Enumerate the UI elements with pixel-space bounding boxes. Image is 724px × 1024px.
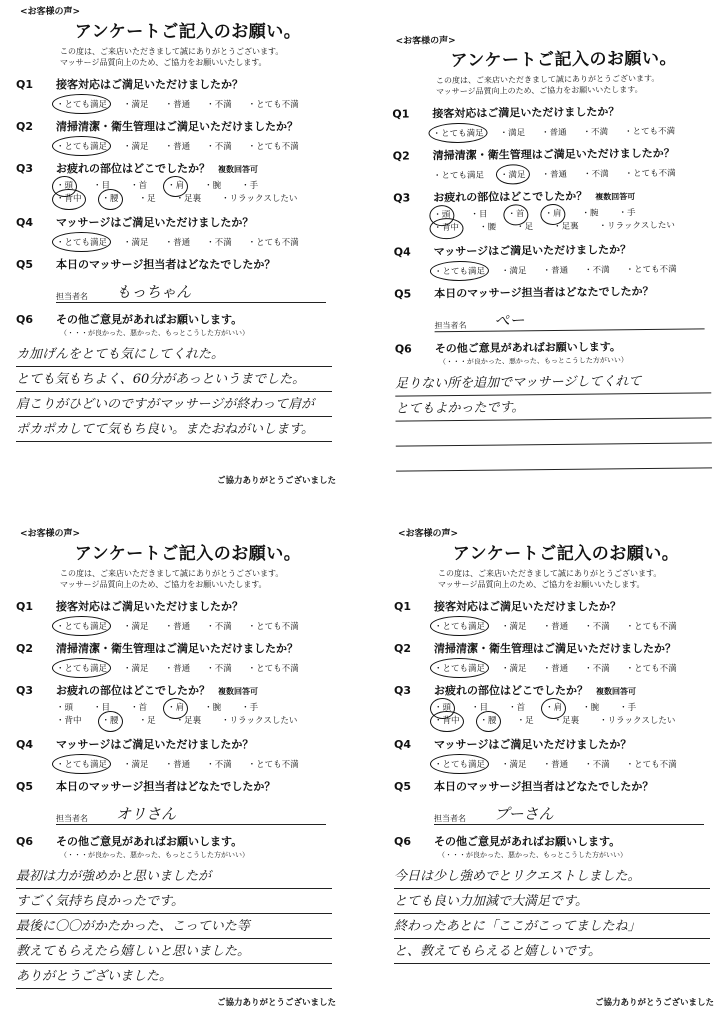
- comments-area[interactable]: [16, 864, 332, 989]
- q1-option[interactable]: ・ とても満足: [434, 620, 485, 632]
- q6-hint: （・・・が良かった、悪かった、もっとこうした方がいい）: [438, 851, 627, 859]
- q3-part-option[interactable]: ・ 頭: [433, 209, 450, 222]
- q5-question: 本日のマッサージ担当者はどなたでしたか？: [56, 258, 276, 271]
- q3-part-option[interactable]: ・ 背中: [434, 715, 460, 728]
- thanks-text: ご協力ありがとうございました: [594, 998, 714, 1008]
- comment-line: カ加げんをとても気にしてくれた。: [16, 342, 332, 367]
- q5-question: 本日のマッサージ担当者はどなたでしたか？: [434, 284, 654, 301]
- q3-body-parts: [56, 702, 344, 728]
- staff-name-label: 担当者名: [56, 292, 88, 301]
- q2-option[interactable]: ・ 不満: [206, 662, 232, 674]
- q5-number: Q5: [394, 780, 412, 793]
- q3-parts-row: [434, 702, 722, 715]
- q1-option[interactable]: ・ 普通: [165, 620, 191, 632]
- q4-option[interactable]: ・ 満足: [123, 758, 149, 770]
- staff-name-label: 担当者名: [56, 814, 88, 823]
- q4-options: [434, 758, 722, 770]
- survey-title: アンケートご記入のお願い。: [74, 544, 302, 564]
- q1-option[interactable]: ・ 普通: [541, 126, 567, 138]
- q1-options: [432, 124, 720, 139]
- q4-row: [382, 240, 722, 260]
- q1-question: 接客対応はご満足いただけましたか？: [56, 78, 243, 91]
- q5-number: Q5: [394, 287, 412, 301]
- q2-row: [4, 118, 344, 134]
- survey-card: [4, 2, 344, 490]
- q3-note: 複数回答可: [596, 687, 636, 696]
- q1-option[interactable]: ・ とても不満: [248, 620, 299, 632]
- intro-line: マッサージ品質向上のため、ご協力をお願いいたします。: [60, 580, 267, 589]
- q3-part-option[interactable]: ・ リラックスしたい: [599, 715, 675, 728]
- comment-line: すごく気持ち良かったです。: [16, 889, 332, 914]
- comment-line: ありがとうございました。: [16, 964, 332, 989]
- q4-question: マッサージはご満足いただけましたか？: [56, 738, 254, 751]
- voice-label: <お客様の声>: [395, 35, 456, 47]
- q3-part-option[interactable]: ・ 目: [470, 209, 487, 222]
- q4-option[interactable]: ・ 不満: [206, 758, 232, 770]
- q3-part-option[interactable]: ・ 足裏: [553, 221, 579, 234]
- q4-question: マッサージはご満足いただけましたか？: [56, 216, 254, 229]
- q3-part-option[interactable]: ・ 腰: [102, 715, 119, 728]
- q3-part-option[interactable]: ・ 腕: [581, 208, 598, 221]
- q2-option[interactable]: ・ とても満足: [434, 662, 485, 674]
- staff-name-value: オリさん: [116, 805, 177, 823]
- q1-option[interactable]: ・ とても満足: [56, 620, 107, 632]
- q4-option[interactable]: ・ 不満: [206, 236, 232, 248]
- comments-area[interactable]: [395, 368, 712, 471]
- q2-option[interactable]: ・ とても不満: [625, 167, 676, 180]
- q2-option[interactable]: ・ 不満: [583, 167, 609, 179]
- q5-section: [4, 778, 344, 825]
- q4-option[interactable]: ・ 普通: [542, 264, 568, 276]
- q4-option[interactable]: ・ とても不満: [248, 236, 299, 248]
- q2-option[interactable]: ・ とても満足: [56, 662, 107, 674]
- q2-question: 清掃清潔・衛生管理はご満足いただけましたか？: [434, 642, 676, 655]
- q2-option[interactable]: ・ 満足: [123, 662, 149, 674]
- q3-part-option[interactable]: ・ 頭: [56, 702, 73, 715]
- survey-title: アンケートご記入のお願い。: [74, 22, 302, 42]
- q3-parts-row: [56, 193, 344, 206]
- q1-section: [380, 102, 720, 140]
- q4-number: Q4: [16, 738, 34, 751]
- q3-part-option[interactable]: ・ 足: [516, 221, 533, 234]
- q6-question: その他ご意見があればお願いします。: [56, 835, 243, 848]
- q2-row: [4, 640, 344, 656]
- q3-number: Q3: [16, 684, 34, 697]
- q2-option[interactable]: ・ とても満足: [56, 140, 107, 152]
- staff-name-value: プーさん: [494, 805, 554, 823]
- q3-part-option[interactable]: ・ 手: [241, 180, 258, 193]
- q4-options: [434, 262, 722, 277]
- q4-option[interactable]: ・ 不満: [584, 758, 610, 770]
- intro-line: この度は、ご来店いただきまして誠にありがとうございます。: [60, 569, 284, 578]
- q1-question: 接客対応はご満足いただけましたか？: [434, 600, 621, 613]
- q6-number: Q6: [394, 342, 412, 356]
- q2-option[interactable]: ・ 普通: [541, 168, 567, 180]
- q2-option[interactable]: ・ 満足: [500, 168, 526, 180]
- q3-part-option[interactable]: ・ 首: [130, 180, 147, 193]
- q4-option[interactable]: ・ 普通: [543, 758, 569, 770]
- q1-number: Q1: [394, 600, 412, 613]
- staff-name-value: もっちゃん: [116, 283, 192, 301]
- comment-line: と、教えてもらえると嬉しいです。: [394, 939, 710, 964]
- q4-options: [56, 236, 344, 248]
- q2-option[interactable]: ・ 普通: [165, 140, 191, 152]
- thanks-text: ご協力ありがとうございました: [216, 476, 336, 486]
- q2-question: 清掃清潔・衛生管理はご満足いただけましたか？: [56, 642, 298, 655]
- comment-line: ポカポカしてて気もち良い。またおねがいします。: [16, 417, 332, 442]
- voice-label: <お客様の声>: [20, 7, 81, 17]
- thanks-text: ご協力ありがとうございました: [216, 998, 336, 1008]
- q3-section: [382, 682, 722, 728]
- q1-option[interactable]: ・ とても不満: [248, 98, 299, 110]
- q3-parts-row: [56, 702, 344, 715]
- staff-name-field[interactable]: [56, 804, 326, 825]
- q2-row: [381, 144, 721, 164]
- q3-body-parts: [434, 702, 722, 728]
- q1-option[interactable]: ・ 満足: [499, 126, 525, 138]
- comment-line: とても良い力加減で大満足です。: [394, 889, 710, 914]
- q2-option[interactable]: ・ とても不満: [626, 662, 677, 674]
- q1-number: Q1: [16, 78, 34, 91]
- q4-option[interactable]: ・ とても満足: [56, 236, 107, 248]
- comment-line: 今日は少し強めでとリクエストしました。: [394, 864, 710, 889]
- q3-note: 複数回答可: [218, 165, 258, 174]
- q1-option[interactable]: ・ 不満: [206, 98, 232, 110]
- q1-options: [56, 620, 344, 632]
- q1-section: [382, 598, 722, 632]
- q3-part-option[interactable]: ・ 目: [93, 702, 110, 715]
- q2-row: [382, 640, 722, 656]
- q1-question: 接客対応はご満足いただけましたか？: [56, 600, 243, 613]
- comments-area[interactable]: [394, 864, 710, 964]
- q5-number: Q5: [16, 780, 34, 793]
- q2-section: [382, 640, 722, 674]
- q3-part-option[interactable]: ・ 目: [471, 702, 488, 715]
- q3-part-option[interactable]: ・ 足裏: [176, 193, 202, 206]
- q1-section: [4, 598, 344, 632]
- voice-label: <お客様の声>: [20, 529, 81, 539]
- q3-part-option[interactable]: ・ 足: [517, 715, 534, 728]
- q1-row: [380, 102, 720, 122]
- comment-line: 教えてもらえたら嬉しいと思いました。: [16, 939, 332, 964]
- comment-line: とても気もちよく、60分があっというまでした。: [16, 367, 332, 392]
- q2-question: 清掃清潔・衛生管理はご満足いただけましたか？: [56, 120, 298, 133]
- intro-line: マッサージ品質向上のため、ご協力をお願いいたします。: [60, 58, 267, 67]
- intro-line: この度は、ご来店いただきまして誠にありがとうございます。: [438, 569, 662, 578]
- comment-line: とてもよかったです。: [395, 393, 711, 421]
- q2-number: Q2: [392, 149, 410, 163]
- q1-option[interactable]: ・ 不満: [583, 125, 609, 137]
- q4-option[interactable]: ・ とても不満: [626, 263, 677, 276]
- q6-number: Q6: [16, 313, 34, 326]
- q4-option[interactable]: ・ 満足: [501, 264, 527, 276]
- staff-name-label: 担当者名: [434, 320, 467, 331]
- q2-option[interactable]: ・ 普通: [543, 662, 569, 674]
- q3-row: [4, 160, 344, 176]
- q3-question: お疲れの部位はどこでしたか？: [56, 684, 210, 697]
- q3-part-option[interactable]: ・ 腰: [479, 222, 496, 235]
- q2-option[interactable]: ・ とても不満: [248, 140, 299, 152]
- intro-line: マッサージ品質向上のため、ご協力をお願いいたします。: [436, 85, 643, 97]
- q3-section: [4, 682, 344, 728]
- q3-part-option[interactable]: ・ 腰: [102, 193, 119, 206]
- q4-option[interactable]: ・ とても満足: [434, 265, 485, 278]
- q1-options: [434, 620, 722, 632]
- q3-part-option[interactable]: ・ 背中: [433, 222, 459, 235]
- staff-name-field[interactable]: [434, 308, 704, 332]
- q3-question: お疲れの部位はどこでしたか？: [56, 162, 210, 175]
- q2-option[interactable]: ・ 満足: [501, 662, 527, 674]
- q3-part-option[interactable]: ・ 腕: [204, 180, 221, 193]
- q4-option[interactable]: ・ 普通: [165, 236, 191, 248]
- q3-part-option[interactable]: ・ 腕: [582, 702, 599, 715]
- q5-row: [4, 256, 344, 272]
- q3-part-option[interactable]: ・ 肩: [167, 702, 184, 715]
- q4-option[interactable]: ・ 満足: [501, 758, 527, 770]
- comment-line: [396, 443, 712, 471]
- q3-section: [4, 160, 344, 206]
- q4-question: マッサージはご満足いただけましたか？: [434, 738, 632, 751]
- q4-section: [4, 214, 344, 248]
- q3-part-option[interactable]: ・ 肩: [544, 208, 561, 221]
- q3-body-parts: [433, 206, 721, 235]
- q3-question: お疲れの部位はどこでしたか？: [433, 189, 588, 205]
- q4-row: [4, 214, 344, 230]
- q4-row: [382, 736, 722, 752]
- q1-option[interactable]: ・ 普通: [165, 98, 191, 110]
- q5-section: [382, 282, 722, 333]
- q6-hint: （・・・が良かった、悪かった、もっとこうした方がいい）: [60, 851, 249, 859]
- q4-section: [4, 736, 344, 770]
- q6-question: その他ご意見があればお願いします。: [434, 835, 621, 848]
- q4-row: [4, 736, 344, 752]
- intro-line: この度は、ご来店いただきまして誠にありがとうございます。: [435, 73, 660, 86]
- q5-section: [382, 778, 722, 825]
- q1-option[interactable]: ・ 満足: [501, 620, 527, 632]
- staff-name-label: 担当者名: [434, 814, 466, 823]
- q1-option[interactable]: ・ とても不満: [624, 125, 675, 138]
- q1-question: 接客対応はご満足いただけましたか？: [432, 105, 620, 121]
- q4-option[interactable]: ・ 普通: [165, 758, 191, 770]
- q1-number: Q1: [392, 107, 410, 121]
- q1-option[interactable]: ・ 満足: [123, 620, 149, 632]
- q1-option[interactable]: ・ 満足: [123, 98, 149, 110]
- q3-row: [4, 682, 344, 698]
- q4-section: [382, 240, 722, 278]
- q4-options: [56, 758, 344, 770]
- q1-option[interactable]: ・ とても満足: [432, 127, 483, 140]
- q4-option[interactable]: ・ とても不満: [626, 758, 677, 770]
- q4-option[interactable]: ・ とても不満: [248, 758, 299, 770]
- q6-hint: （・・・が良かった、悪かった、もっとこうした方がいい）: [438, 356, 628, 367]
- comment-line: 最初は力が強めかと思いましたが: [16, 864, 332, 889]
- q4-option[interactable]: ・ とても満足: [56, 758, 107, 770]
- q1-section: [4, 76, 344, 110]
- q1-option[interactable]: ・ とても不満: [626, 620, 677, 632]
- q1-row: [382, 598, 722, 614]
- q2-option[interactable]: ・ 不満: [584, 662, 610, 674]
- q1-option[interactable]: ・ 普通: [543, 620, 569, 632]
- comment-line: 足りない所を追加でマッサージしてくれて: [395, 368, 711, 396]
- q6-section: [4, 833, 344, 989]
- comment-line: 終わったあとに「ここがこってましたね」: [394, 914, 710, 939]
- comment-line: [396, 418, 712, 446]
- q3-section: [381, 186, 721, 236]
- survey-title: アンケートご記入のお願い。: [450, 48, 678, 72]
- q2-option[interactable]: ・ とても不満: [248, 662, 299, 674]
- voice-label: <お客様の声>: [398, 529, 459, 539]
- q5-row: [4, 778, 344, 794]
- q4-question: マッサージはご満足いただけましたか？: [433, 243, 632, 259]
- q2-number: Q2: [16, 120, 34, 133]
- q2-options: [56, 662, 344, 674]
- q3-number: Q3: [394, 684, 412, 697]
- q3-part-option[interactable]: ・ 首: [507, 208, 524, 221]
- q3-body-parts: [56, 180, 344, 206]
- q3-part-option[interactable]: ・ 足: [139, 193, 156, 206]
- q3-part-option[interactable]: ・ 腕: [204, 702, 221, 715]
- q1-options: [56, 98, 344, 110]
- q3-note: 複数回答可: [595, 192, 636, 202]
- q3-part-option[interactable]: ・ 手: [241, 702, 258, 715]
- q3-row: [381, 186, 721, 206]
- q3-part-option[interactable]: ・ 足裏: [554, 715, 580, 728]
- q6-question: その他ご意見があればお願いします。: [56, 313, 243, 326]
- q3-parts-row: [56, 180, 344, 193]
- q6-row: [4, 833, 344, 849]
- q5-row: [382, 778, 722, 794]
- survey-card: [382, 524, 722, 1012]
- q3-row: [382, 682, 722, 698]
- q2-option[interactable]: ・ 不満: [206, 140, 232, 152]
- q4-option[interactable]: ・ 不満: [584, 263, 610, 275]
- q2-options: [434, 662, 722, 674]
- q6-number: Q6: [16, 835, 34, 848]
- q3-number: Q3: [16, 162, 34, 175]
- q1-option[interactable]: ・ 不満: [206, 620, 232, 632]
- q3-part-option[interactable]: ・ 首: [130, 702, 147, 715]
- survey-title: アンケートご記入のお願い。: [452, 544, 680, 564]
- staff-name-field[interactable]: [434, 804, 704, 825]
- q3-part-option[interactable]: ・ 頭: [56, 180, 73, 193]
- staff-name-field[interactable]: [56, 282, 326, 303]
- q5-question: 本日のマッサージ担当者はどなたでしたか？: [434, 780, 654, 793]
- q3-part-option[interactable]: ・ リラックスしたい: [221, 715, 297, 728]
- q4-section: [382, 736, 722, 770]
- q2-option[interactable]: ・ 満足: [123, 140, 149, 152]
- q3-part-option[interactable]: ・ 足裏: [176, 715, 202, 728]
- q3-part-option[interactable]: ・ 手: [618, 207, 635, 220]
- q3-parts-row: [434, 715, 722, 728]
- q2-option[interactable]: ・ とても満足: [433, 169, 484, 182]
- intro-line: この度は、ご来店いただきまして誠にありがとうございます。: [60, 47, 284, 56]
- q3-part-option[interactable]: ・ 手: [619, 702, 636, 715]
- q3-parts-row: [56, 715, 344, 728]
- q3-number: Q3: [393, 191, 411, 205]
- survey-card: [4, 524, 344, 1012]
- q3-part-option[interactable]: ・ 肩: [167, 180, 184, 193]
- q2-section: [4, 118, 344, 152]
- intro-line: マッサージ品質向上のため、ご協力をお願いいたします。: [438, 580, 645, 589]
- q2-number: Q2: [394, 642, 412, 655]
- q3-part-option[interactable]: ・ 足: [139, 715, 156, 728]
- q2-number: Q2: [16, 642, 34, 655]
- q2-option[interactable]: ・ 普通: [165, 662, 191, 674]
- q4-number: Q4: [16, 216, 34, 229]
- q2-options: [56, 140, 344, 152]
- q3-part-option[interactable]: ・ 肩: [545, 702, 562, 715]
- q1-option[interactable]: ・ 不満: [584, 620, 610, 632]
- q5-number: Q5: [16, 258, 34, 271]
- q3-part-option[interactable]: ・ 腰: [480, 715, 497, 728]
- q3-part-option[interactable]: ・ 目: [93, 180, 110, 193]
- q3-part-option[interactable]: ・ 背中: [56, 193, 82, 206]
- q3-part-option[interactable]: ・ リラックスしたい: [599, 220, 675, 234]
- q5-question: 本日のマッサージ担当者はどなたでしたか？: [56, 780, 276, 793]
- q5-row: [382, 282, 722, 302]
- comment-line: 最後に〇〇がかたかった、こっていた等: [16, 914, 332, 939]
- q3-note: 複数回答可: [218, 687, 258, 696]
- q6-row: [4, 311, 344, 327]
- q3-part-option[interactable]: ・ 背中: [56, 715, 82, 728]
- q3-part-option[interactable]: ・ リラックスしたい: [221, 193, 297, 206]
- q2-question: 清掃清潔・衛生管理はご満足いただけましたか？: [432, 146, 675, 163]
- comment-line: 肩こりがひどいのですがマッサージが終わって肩が: [16, 392, 332, 417]
- q4-option[interactable]: ・ とても満足: [434, 758, 485, 770]
- q2-section: [4, 640, 344, 674]
- q6-row: [382, 833, 722, 849]
- q3-part-option[interactable]: ・ 頭: [434, 702, 451, 715]
- q4-number: Q4: [394, 738, 412, 751]
- q4-option[interactable]: ・ 満足: [123, 236, 149, 248]
- q6-hint: （・・・が良かった、悪かった、もっとこうした方がいい）: [60, 329, 249, 337]
- q6-number: Q6: [394, 835, 412, 848]
- q1-row: [4, 76, 344, 92]
- q4-number: Q4: [393, 245, 411, 259]
- q6-section: [383, 337, 724, 472]
- comments-area[interactable]: [16, 342, 332, 442]
- staff-name-value: ぺー: [494, 311, 525, 330]
- q2-options: [433, 166, 721, 181]
- q6-section: [4, 311, 344, 442]
- q1-option[interactable]: ・ とても満足: [56, 98, 107, 110]
- q3-question: お疲れの部位はどこでしたか？: [434, 684, 588, 697]
- q1-number: Q1: [16, 600, 34, 613]
- survey-card: [379, 28, 724, 520]
- q5-section: [4, 256, 344, 303]
- q6-section: [382, 833, 722, 964]
- q1-row: [4, 598, 344, 614]
- q3-part-option[interactable]: ・ 首: [508, 702, 525, 715]
- q2-section: [381, 144, 721, 182]
- q6-question: その他ご意見があればお願いします。: [434, 340, 621, 356]
